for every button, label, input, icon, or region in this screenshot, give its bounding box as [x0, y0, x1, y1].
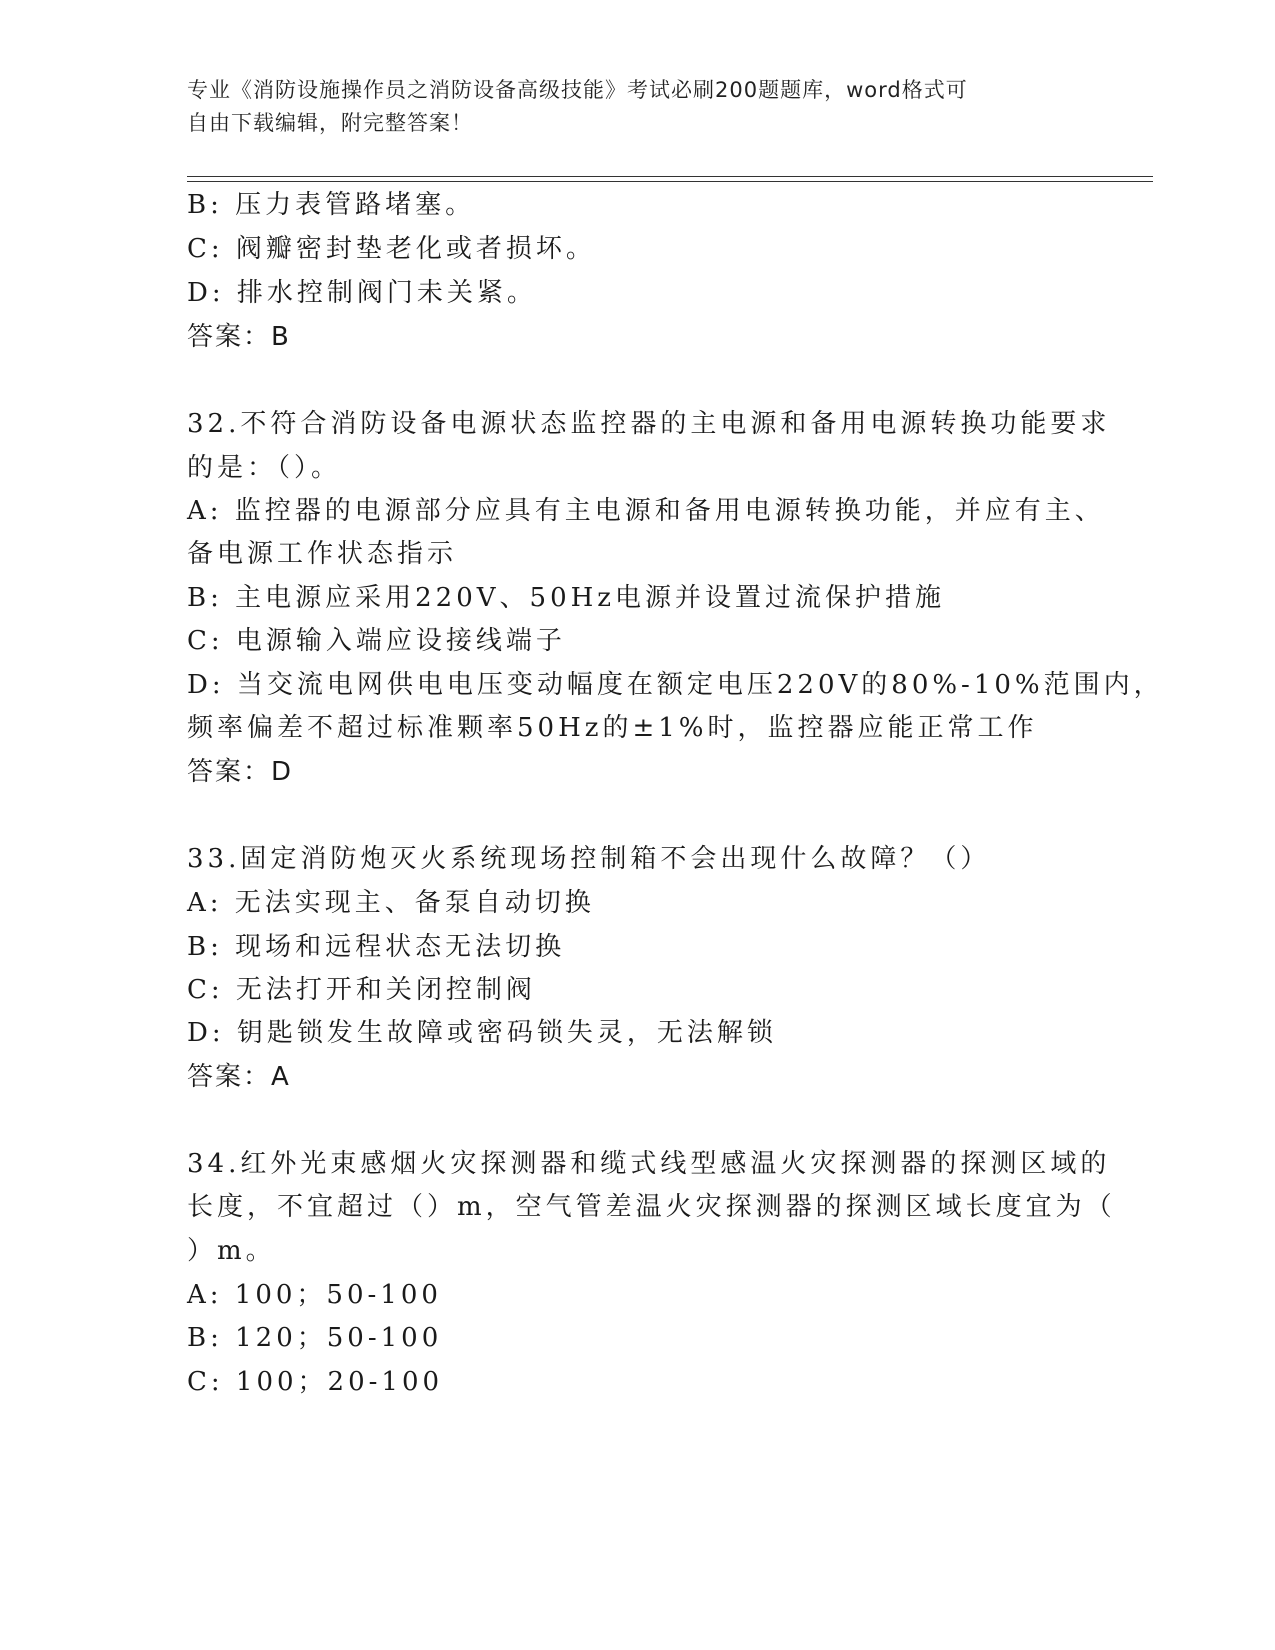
- prev-option-d: D: 排水控制阀门未关紧。: [187, 278, 537, 308]
- q32-option-d-line-1: D: 当交流电网供电电压变动幅度在额定电压220V的80%-10%范围内，: [187, 670, 1164, 700]
- q33-option-c: C: 无法打开和关闭控制阀: [187, 975, 536, 1005]
- q32-option-a-line-2: 备电源工作状态指示: [187, 539, 458, 569]
- q32-stem-line-1: 32.不符合消防设备电源状态监控器的主电源和备用电源转换功能要求: [187, 409, 1111, 439]
- q33-option-d: D: 钥匙锁发生故障或密码锁失灵，无法解锁: [187, 1018, 777, 1048]
- header-line-1: 专业《消防设施操作员之消防设备高级技能》考试必刷200题题库，word格式可: [187, 78, 968, 102]
- q32-option-b: B: 主电源应采用220V、50Hz电源并设置过流保护措施: [187, 583, 945, 613]
- q32-answer: 答案：D: [187, 757, 294, 787]
- q32-option-c: C: 电源输入端应设接线端子: [187, 626, 566, 656]
- q34-stem-line-3: ）m。: [187, 1236, 276, 1266]
- prev-option-b: B: 压力表管路堵塞。: [187, 190, 476, 220]
- q33-stem: 33.固定消防炮灭火系统现场控制箱不会出现什么故障？（）: [187, 844, 991, 874]
- document-header: [187, 74, 1067, 140]
- q34-option-c: C: 100；20-100: [187, 1367, 444, 1397]
- prev-answer: 答案：B: [187, 322, 291, 352]
- header-divider-top: [187, 176, 1153, 177]
- header-line-2: 自由下载编辑，附完整答案！: [187, 111, 473, 135]
- q34-stem-line-1: 34.红外光束感烟火灾探测器和缆式线型感温火灾探测器的探测区域的: [187, 1149, 1111, 1179]
- q33-option-b: B: 现场和远程状态无法切换: [187, 932, 566, 962]
- q34-option-a: A: 100；50-100: [187, 1280, 442, 1310]
- q32-stem-line-2: 的是：（）。: [187, 453, 342, 483]
- prev-option-c: C: 阀瓣密封垫老化或者损坏。: [187, 234, 596, 264]
- q33-answer: 答案：A: [187, 1062, 291, 1092]
- q34-stem-line-2: 长度，不宜超过（）m，空气管差温火灾探测器的探测区域长度宜为（: [187, 1192, 1116, 1222]
- header-divider-bottom: [187, 181, 1153, 182]
- q32-option-a-line-1: A: 监控器的电源部分应具有主电源和备用电源转换功能，并应有主、: [187, 496, 1105, 526]
- q33-option-a: A: 无法实现主、备泵自动切换: [187, 888, 595, 918]
- q32-option-d-line-2: 频率偏差不超过标准颗率50Hz的±1%时，监控器应能正常工作: [187, 713, 1038, 743]
- q34-option-b: B: 120；50-100: [187, 1323, 443, 1353]
